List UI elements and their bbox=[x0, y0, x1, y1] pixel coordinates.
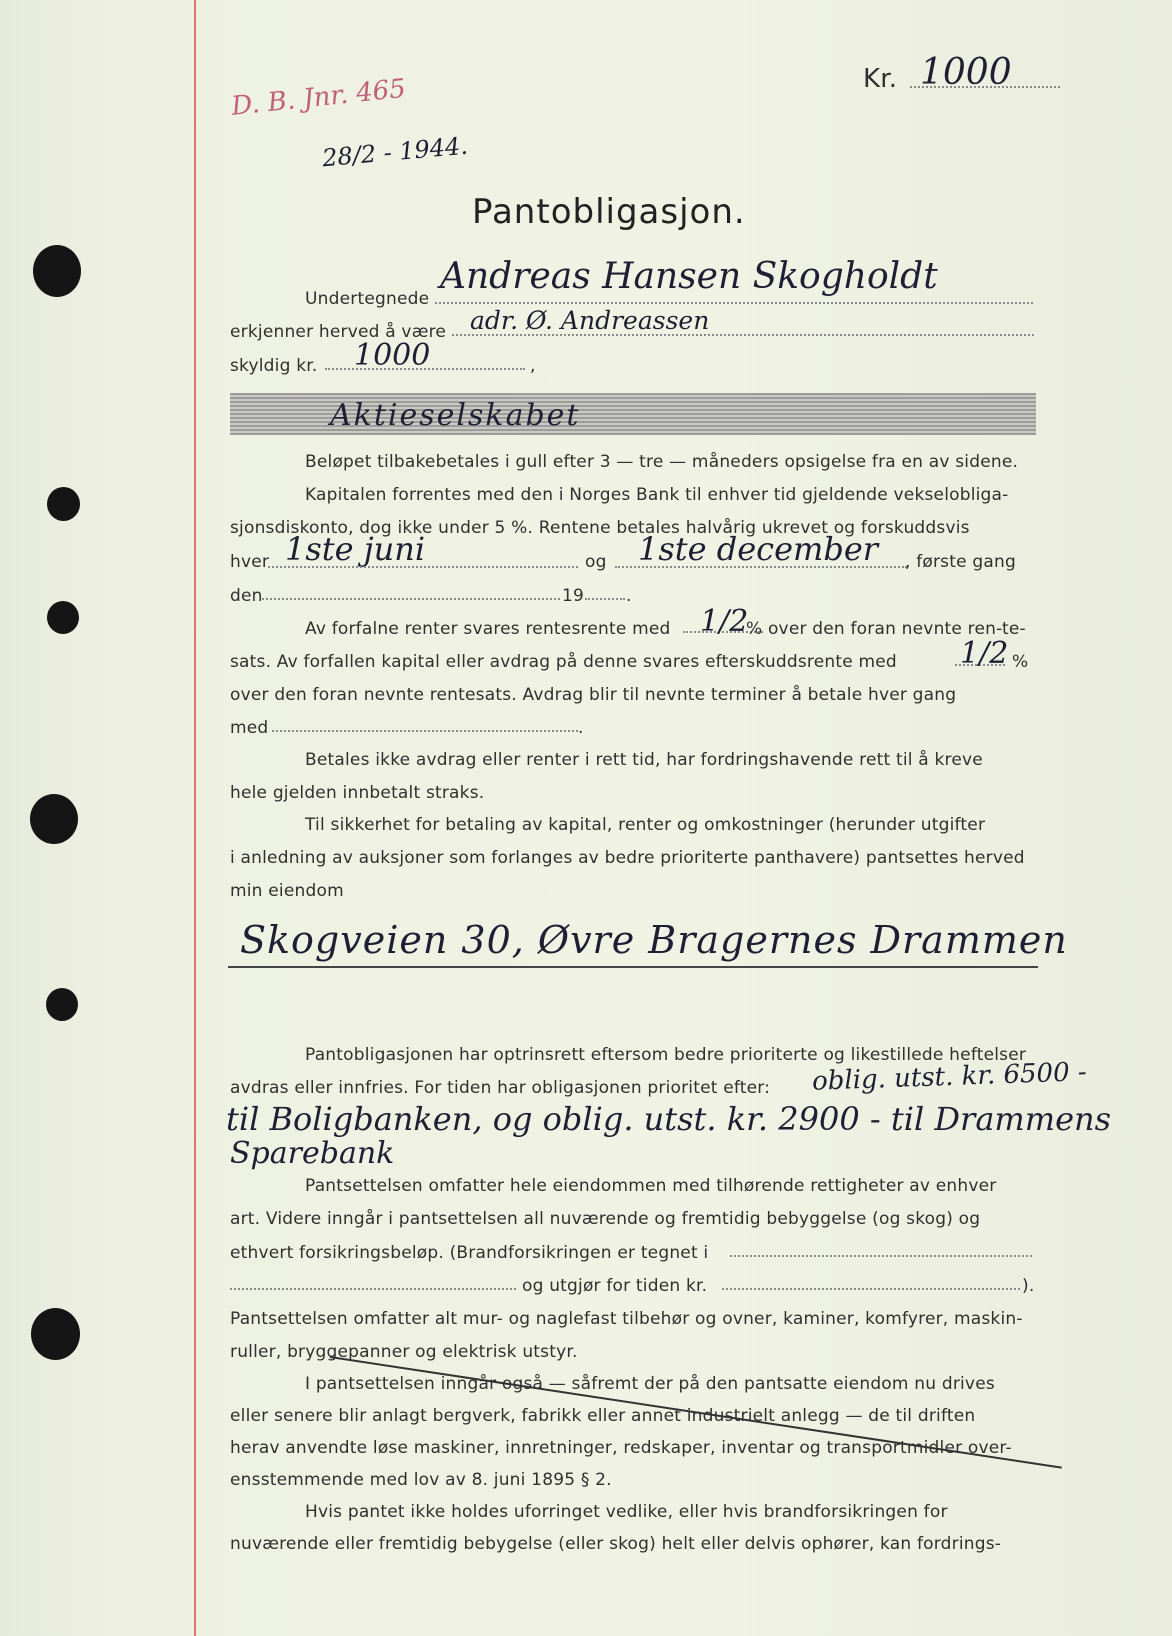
para8-line1: Hvis pantet ikke holdes uforringet vedlike, eller hvis brandforsikringen for bbox=[305, 1502, 948, 1522]
year-prefix: 19 bbox=[562, 586, 585, 606]
para1-line3: sjonsdiskonto, dog ikke under 5 %. Rentene betales halvårig ukrevet og forskuddsvis bbox=[230, 518, 970, 538]
para6-line6: ruller, bryggepanner og elektrisk utstyr. bbox=[230, 1342, 578, 1362]
med-dot: . bbox=[578, 718, 584, 738]
erkjenner-label: erkjenner herved å være bbox=[230, 322, 447, 342]
para7-line3: herav anvendte løse maskiner, innretninger, redskaper, inventar og transportmidler over- bbox=[230, 1438, 1012, 1458]
skyldig-comma: , bbox=[530, 356, 536, 376]
undertegnede-dots bbox=[435, 302, 1033, 304]
para4-line3: min eiendom bbox=[230, 881, 344, 901]
para1-line2: Kapitalen forrentes med den i Norges Bank til enhver tid gjeldende vekselobliga- bbox=[305, 485, 1009, 505]
para6-line2: art. Videre inngår i pantsettelsen all nuværende og fremtidig bebyggelse (og skog) og bbox=[230, 1209, 981, 1229]
undertegnede-value: Andreas Hansen Skogholdt bbox=[440, 256, 938, 297]
kr-amount-dots bbox=[910, 86, 1060, 88]
para6-line1: Pantsettelsen omfatter hele eiendommen med tilhørende rettigheter av enhver bbox=[305, 1176, 997, 1196]
rate2-value: 1/2 bbox=[960, 636, 1009, 671]
og-dots bbox=[615, 566, 907, 568]
journal-stamp: D. B. Jnr. 465 bbox=[230, 73, 408, 122]
creditor-value: Aktieselskabet bbox=[330, 398, 581, 433]
og-value: 1ste december bbox=[638, 530, 879, 568]
para6-line3: ethvert forsikringsbeløp. (Brandforsikringen er tegnet i bbox=[230, 1243, 709, 1263]
punch-hole bbox=[30, 794, 78, 844]
priority-text-1: oblig. utst. kr. 6500 - bbox=[811, 1057, 1088, 1097]
hver-dots bbox=[268, 566, 578, 568]
para3-line2: hele gjelden innbetalt straks. bbox=[230, 783, 485, 803]
para7-line4: ensstemmende med lov av 8. juni 1895 § 2. bbox=[230, 1470, 612, 1490]
priority-text-2: til Boligbanken, og oblig. utst. kr. 2900 - til Drammens bbox=[226, 1100, 1112, 1138]
priority-text-3: Sparebank bbox=[230, 1136, 395, 1171]
para2-line2a: sats. Av forfallen kapital eller avdrag på denne svares efterskuddsrente med bbox=[230, 652, 897, 672]
hver-value: 1ste juni bbox=[285, 530, 426, 568]
para2-line1a: Av forfalne renter svares rentesrente med bbox=[305, 619, 671, 639]
den-label: den bbox=[230, 586, 263, 606]
para2-line2b: % bbox=[1012, 652, 1029, 672]
para2-line1b: % over den foran nevnte ren- bbox=[746, 619, 1003, 639]
para6-line5: Pantsettelsen omfatter alt mur- og naglefast tilbehør og ovner, kaminer, komfyrer, maskin- bbox=[230, 1309, 1023, 1329]
forste-gang: , første gang bbox=[905, 552, 1016, 572]
para7-line2: eller senere blir anlagt bergverk, fabrikk eller annet industrielt anlegg — de til driften bbox=[230, 1406, 976, 1426]
med-label: med bbox=[230, 718, 269, 738]
red-margin-line bbox=[194, 0, 196, 1636]
para3-line1: Betales ikke avdrag eller renter i rett tid, har fordringshavende rett til å kreve bbox=[305, 750, 983, 770]
kr-amount: 1000 bbox=[920, 52, 1012, 93]
para8-line2: nuværende eller fremtidig bebygelse (eller skog) helt eller delvis ophører, kan fordrings- bbox=[230, 1534, 1002, 1554]
year-dots bbox=[585, 598, 625, 600]
punch-hole bbox=[33, 245, 81, 297]
med-dots bbox=[272, 730, 578, 732]
punch-hole bbox=[46, 988, 78, 1021]
stamp-date: 28/2 - 1944. bbox=[321, 131, 469, 173]
den-dots bbox=[262, 598, 560, 600]
para2-line3: over den foran nevnte rentesats. Avdrag blir til nevnte terminer å betale hver gang bbox=[230, 685, 957, 705]
punch-hole bbox=[47, 487, 80, 521]
hver-label: hver bbox=[230, 552, 270, 572]
utgjor-dots bbox=[722, 1288, 1020, 1290]
para7-line1: I pantsettelsen inngår også — såfremt der på den pantsatte eiendom nu drives bbox=[305, 1374, 995, 1394]
year-dot: . bbox=[626, 586, 632, 606]
skyldig-label: skyldig kr. bbox=[230, 356, 318, 376]
para5-line2: avdras eller innfries. For tiden har obligasjonen prioritet efter: bbox=[230, 1078, 771, 1098]
property-underline bbox=[228, 966, 1038, 968]
para4-line1: Til sikkerhet for betaling av kapital, renter og omkostninger (herunder utgifter bbox=[305, 815, 986, 835]
para6-line4: og utgjør for tiden kr. bbox=[522, 1276, 708, 1296]
punch-hole bbox=[31, 1308, 80, 1360]
og-label: og bbox=[585, 552, 607, 572]
para5-line1: Pantobligasjonen har optrinsrett eftersom bedre prioriterte og likestillede heftelser bbox=[305, 1045, 1027, 1065]
para2-line1c: te- bbox=[1002, 619, 1026, 639]
undertegnede-label: Undertegnede bbox=[305, 289, 430, 309]
property-value: Skogveien 30, Øvre Bragernes Drammen bbox=[240, 918, 1068, 962]
para4-line2: i anledning av auksjoner som forlanges av bedre prioriterte panthavere) pantsettes herved bbox=[230, 848, 1025, 868]
erkjenner-value: adr. Ø. Andreassen bbox=[470, 306, 710, 335]
skyldig-dots bbox=[325, 368, 525, 370]
erkjenner-dots bbox=[452, 334, 1034, 336]
skyldig-value: 1000 bbox=[354, 338, 431, 373]
document-title: Pantobligasjon. bbox=[472, 192, 746, 232]
punch-hole bbox=[47, 601, 79, 634]
para6-line4-end: ). bbox=[1022, 1276, 1035, 1296]
brandforsikring-dots bbox=[730, 1255, 1032, 1257]
rate1-value: 1/2 bbox=[700, 604, 749, 639]
utgjor-lead-dots bbox=[230, 1288, 516, 1290]
para1-line1: Beløpet tilbakebetales i gull efter 3 — tre — måneders opsigelse fra en av sidene. bbox=[305, 452, 1019, 472]
kr-label: Kr. bbox=[863, 64, 898, 94]
